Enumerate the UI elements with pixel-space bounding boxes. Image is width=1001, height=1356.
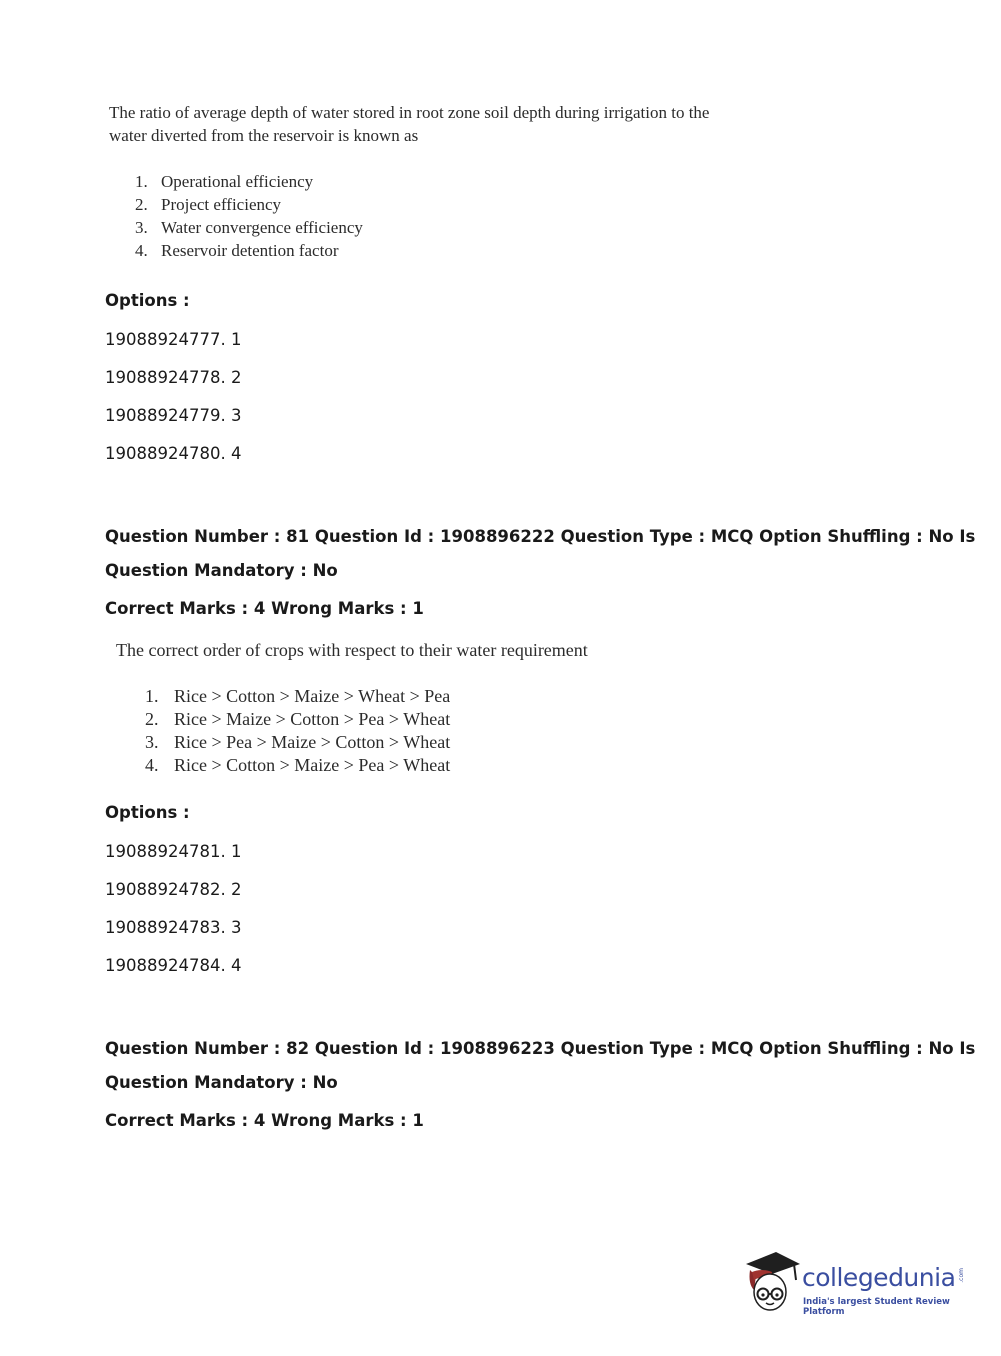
question-80-choices <box>135 170 363 262</box>
option-item: 19088924777. 1 <box>105 330 242 349</box>
option-item: 19088924779. 3 <box>105 406 242 425</box>
option-item: 19088924778. 2 <box>105 368 242 387</box>
option-item: 19088924783. 3 <box>105 918 242 937</box>
question-82-meta-line1: Question Number : 82 Question Id : 1908896223 Question Type : MCQ Option Shuffling : No Is <box>105 1039 976 1058</box>
question-81-meta-line1: Question Number : 81 Question Id : 1908896222 Question Type : MCQ Option Shuffling : No Is <box>105 527 976 546</box>
choice-item: 3. Rice > Pea > Maize > Cotton > Wheat <box>145 732 451 752</box>
logo-com: .com <box>958 1268 965 1283</box>
question-81-marks: Correct Marks : 4 Wrong Marks : 1 <box>105 599 424 618</box>
choice-item: 2. Project efficiency <box>135 195 282 214</box>
logo-tagline: India's largest Student Review Platform <box>803 1297 950 1317</box>
option-item: 19088924781. 1 <box>105 842 242 861</box>
choice-item: 4. Reservoir detention factor <box>135 241 339 260</box>
options-label: Options : <box>105 803 190 822</box>
logo-wordmark: collegedunia <box>802 1263 956 1292</box>
choice-item: 3. Water convergence efficiency <box>135 218 363 237</box>
question-82-marks: Correct Marks : 4 Wrong Marks : 1 <box>105 1111 424 1130</box>
choice-item: 1. Rice > Cotton > Maize > Wheat > Pea <box>145 686 451 706</box>
option-item: 19088924784. 4 <box>105 956 242 975</box>
options-label: Options : <box>105 291 190 310</box>
choice-item: 2. Rice > Maize > Cotton > Pea > Wheat <box>145 709 451 729</box>
option-item: 19088924782. 2 <box>105 880 242 899</box>
question-82-meta-line2: Question Mandatory : No <box>105 1073 338 1092</box>
question-81-choices <box>145 685 450 777</box>
question-80-stem: The ratio of average depth of water stored in root zone soil depth during irrigation to the water diverted from the reservoir is known as <box>109 103 710 145</box>
option-item: 19088924780. 4 <box>105 444 242 463</box>
mascot-icon <box>742 1250 802 1314</box>
collegedunia-logo[interactable] <box>742 1250 972 1320</box>
question-81-stem: The correct order of crops with respect to their water requirement <box>116 640 588 660</box>
question-81-meta-line2: Question Mandatory : No <box>105 561 338 580</box>
choice-item: 1. Operational efficiency <box>135 172 314 191</box>
choice-item: 4. Rice > Cotton > Maize > Pea > Wheat <box>145 755 451 775</box>
